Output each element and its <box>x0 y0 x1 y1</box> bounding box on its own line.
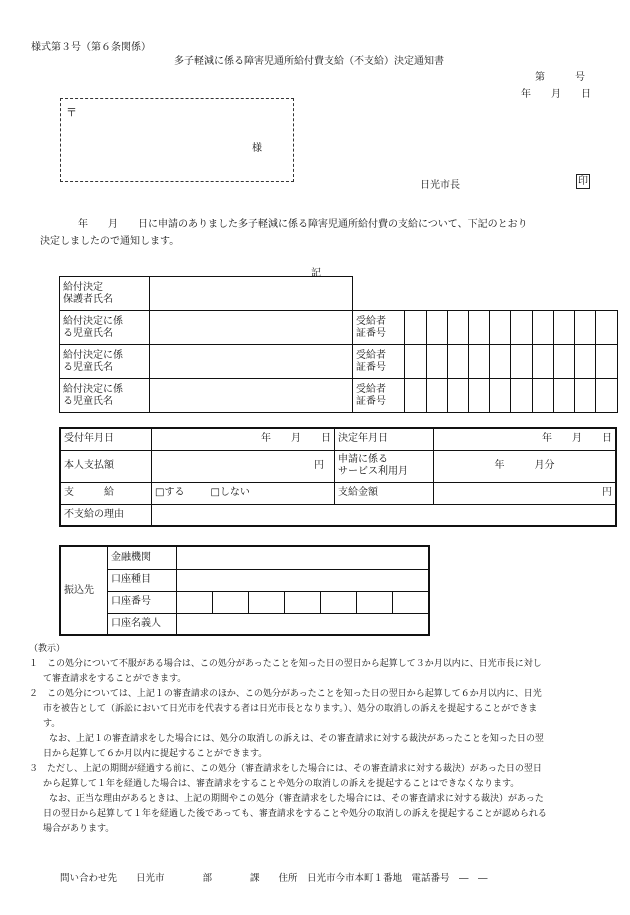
digit-cell[interactable] <box>426 379 447 413</box>
payment-amount-value[interactable]: 円 <box>434 482 617 504</box>
note-2-cont: なお、上記１の審査請求をした場合には、処分の取消しの訴えは、その審査請求に対する裁決があったことを知った日の翌 <box>49 734 544 744</box>
service-month-label: 申請に係る サービス利用月 <box>335 450 434 482</box>
document-number: 第 号 <box>535 72 585 83</box>
notes-heading: （教示） <box>29 644 66 654</box>
form-number: 様式第３号（第６条関係） <box>31 42 151 53</box>
account-digit-cell[interactable] <box>357 591 393 613</box>
denial-reason-label: 不支給の理由 <box>60 504 152 526</box>
digit-cell[interactable] <box>532 345 553 379</box>
digit-cell[interactable] <box>511 345 532 379</box>
digit-cell[interactable] <box>490 379 511 413</box>
body-line-1: 年 月 日に申請のありました多子軽減に係る障害児通所給付費の支給について、下記のとおり <box>78 219 528 230</box>
digit-cell[interactable] <box>575 311 596 345</box>
digit-cell[interactable] <box>447 345 468 379</box>
decision-date-label: 決定年月日 <box>335 428 434 450</box>
seal-mark: 印 <box>578 176 588 187</box>
account-digit-cell[interactable] <box>213 591 249 613</box>
account-digit-cell[interactable] <box>177 591 213 613</box>
note-3-cont: 場合があります。 <box>43 824 115 834</box>
honorific: 様 <box>252 143 262 154</box>
mayor-title: 日光市長 <box>420 180 460 191</box>
child-name-cell-3[interactable] <box>150 379 353 413</box>
note-1: １ この処分について不服がある場合は、この処分があったことを知った日の翌日から起算して３か月以内に、日光市長に対し <box>29 659 542 669</box>
note-3: ３ ただし、上記の期間が経過する前に、この処分（審査請求をした場合には、その審査請求に対する裁決）があった日の翌日 <box>29 764 542 774</box>
note-2-cont: 日から起算して６か月以内に提起することができます。 <box>43 749 268 759</box>
digit-cell[interactable] <box>553 311 574 345</box>
digit-cell[interactable] <box>469 379 490 413</box>
body-line-2: 決定しましたので通知します。 <box>40 236 180 247</box>
digit-cell[interactable] <box>447 379 468 413</box>
account-type-label: 口座種目 <box>108 569 177 591</box>
account-type-value[interactable] <box>177 569 430 591</box>
note-3-cont: 日の翌日から起算して１年を経過した後であっても、審査請求をすることや処分の取消しの訴えを提起することが認められる <box>43 809 547 819</box>
decision-date-value[interactable]: 年 月 日 <box>434 428 617 450</box>
account-digit-cell[interactable] <box>249 591 285 613</box>
option-no[interactable]: □しない <box>210 487 250 498</box>
ki-heading: 記 <box>311 268 321 279</box>
guardian-name-cell[interactable] <box>150 277 353 311</box>
note-3-cont: なお、正当な理由があるときは、上記の期間やこの処分（審査請求をした場合には、その審査請求に対する裁決）があった <box>49 794 544 804</box>
note-1-cont: て審査請求をすることができます。 <box>43 674 187 684</box>
bank-value[interactable] <box>177 546 430 569</box>
digit-cell[interactable] <box>596 379 617 413</box>
digit-cell[interactable] <box>511 311 532 345</box>
digit-cell[interactable] <box>575 379 596 413</box>
service-month-value[interactable]: 年 月分 <box>434 450 617 482</box>
transfer-table <box>59 545 430 636</box>
digit-cell[interactable] <box>426 311 447 345</box>
account-number-label: 口座番号 <box>108 591 177 613</box>
digit-cell[interactable] <box>596 345 617 379</box>
child-label-1: 給付決定に係 る児童氏名 <box>60 311 150 345</box>
transfer-label: 振込先 <box>60 546 108 635</box>
account-holder-label: 口座名義人 <box>108 613 177 635</box>
digit-cell[interactable] <box>553 379 574 413</box>
instructions <box>29 642 547 837</box>
note-3-cont: から起算して１年を経過した場合は、審査請求をすることや処分の取消しの訴えを提起することはできなくなります。 <box>43 779 520 789</box>
postal-mark: 〒 <box>66 106 77 119</box>
account-digit-cell[interactable] <box>285 591 321 613</box>
child-name-cell-1[interactable] <box>150 311 353 345</box>
document-title: 多子軽減に係る障害児通所給付費支給（不支給）決定通知書 <box>174 56 444 67</box>
digit-cell[interactable] <box>405 345 426 379</box>
digit-cell[interactable] <box>532 379 553 413</box>
recipient-label-3: 受給者 証番号 <box>353 379 405 413</box>
digit-cell[interactable] <box>426 345 447 379</box>
digit-cell[interactable] <box>490 345 511 379</box>
digit-cell[interactable] <box>469 345 490 379</box>
payment-label: 支 給 <box>60 482 152 504</box>
payment-amount-label: 支給金額 <box>335 482 434 504</box>
note-2: ２ この処分については、上記１の審査請求のほか、この処分があったことを知った日の翌日から起算して６か月以内に、日光 <box>29 689 542 699</box>
digit-cell[interactable] <box>511 379 532 413</box>
digit-cell[interactable] <box>532 311 553 345</box>
note-2-cont: 市を被告として（訴訟において日光市を代表する者は日光市長となります。）、処分の取消しの訴えを提起することができま <box>43 704 538 714</box>
recipient-label-2: 受給者 証番号 <box>353 345 405 379</box>
contact-footer: 問い合わせ先 日光市 部 課 住所 日光市今市本町１番地 電話番号 ― ― <box>60 873 488 884</box>
option-yes[interactable]: □する <box>155 487 185 498</box>
payment-options[interactable] <box>152 482 335 504</box>
self-pay-value[interactable]: 円 <box>152 450 335 482</box>
self-pay-label: 本人支払額 <box>60 450 152 482</box>
issue-date: 年 月 日 <box>521 89 591 100</box>
denial-reason-value[interactable] <box>152 504 617 526</box>
decision-table <box>59 427 617 527</box>
digit-cell[interactable] <box>575 345 596 379</box>
child-label-3: 給付決定に係 る児童氏名 <box>60 379 150 413</box>
digit-cell[interactable] <box>596 311 617 345</box>
child-label-2: 給付決定に係 る児童氏名 <box>60 345 150 379</box>
recipient-table <box>59 276 618 413</box>
received-date-label: 受付年月日 <box>60 428 152 450</box>
account-digit-cell[interactable] <box>393 591 430 613</box>
note-2-cont: す。 <box>43 719 61 729</box>
guardian-label: 給付決定 保護者氏名 <box>60 277 150 311</box>
digit-cell[interactable] <box>490 311 511 345</box>
child-name-cell-2[interactable] <box>150 345 353 379</box>
digit-cell[interactable] <box>469 311 490 345</box>
account-holder-value[interactable] <box>177 613 430 635</box>
digit-cell[interactable] <box>405 311 426 345</box>
received-date-value[interactable]: 年 月 日 <box>152 428 335 450</box>
recipient-label-1: 受給者 証番号 <box>353 311 405 345</box>
bank-label: 金融機関 <box>108 546 177 569</box>
digit-cell[interactable] <box>447 311 468 345</box>
digit-cell[interactable] <box>405 379 426 413</box>
digit-cell[interactable] <box>553 345 574 379</box>
account-digit-cell[interactable] <box>321 591 357 613</box>
